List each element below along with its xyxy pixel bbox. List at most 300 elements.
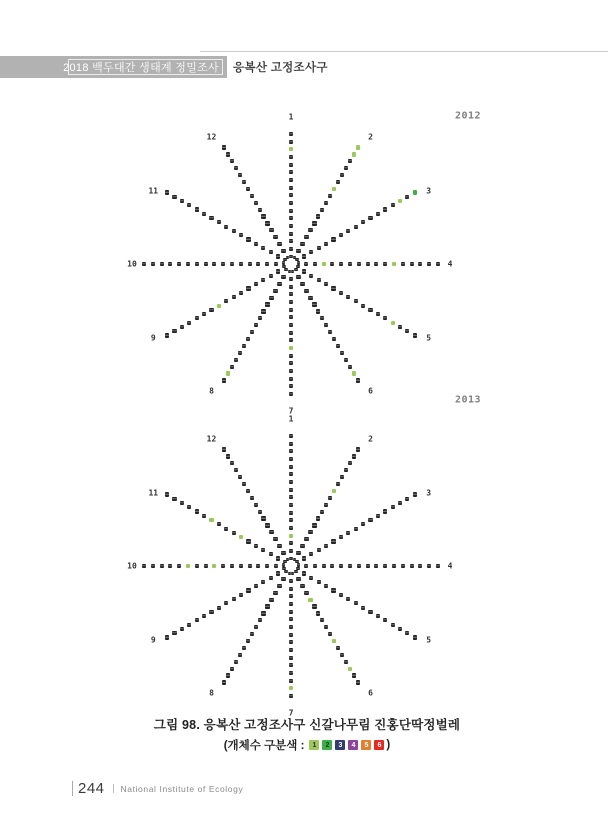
transect-dot-2013-s6-3: [308, 598, 312, 602]
transect-dot-2013-s12-6: [258, 510, 262, 514]
transect-dot-2012-s1-15: [289, 132, 293, 136]
transect-dot-2012-s9-0: [276, 269, 280, 273]
transect-dot-2012-s3-5: [339, 233, 343, 237]
transect-dot-2012-s9-9: [209, 308, 213, 312]
transect-dot-2012-s10-9: [195, 262, 199, 266]
transect-dot-2013-s8-3: [269, 598, 273, 602]
transect-dot-2013-s6-5: [316, 611, 320, 615]
transect-dot-2012-s8-10: [242, 344, 246, 348]
transect-dot-2013-s7-1: [289, 587, 293, 591]
transect-dot-2013-s11-4: [246, 539, 250, 543]
transect-dot-2012-s3-6: [346, 229, 350, 233]
transect-dot-2012-s12-14: [226, 152, 230, 156]
transect-dot-2012-s1-5: [289, 209, 293, 213]
transect-dot-2012-s6-7: [324, 323, 328, 327]
transect-dot-2013-s2-5: [316, 516, 320, 520]
transect-dot-2013-s7-14: [289, 686, 293, 690]
transect-dot-2012-s8-14: [226, 371, 230, 375]
spoke-label-2013-4: 4: [447, 561, 453, 571]
transect-dot-2013-s1-2: [289, 534, 293, 538]
transect-dot-2012-s11-0: [276, 254, 280, 258]
transect-dot-2013-s6-8: [328, 632, 332, 636]
spoke-label-2013-8: 8: [209, 688, 214, 698]
transect-dot-2012-s9-3: [254, 282, 258, 286]
transect-dot-2013-s8-15: [222, 680, 226, 684]
transect-dot-2012-s5-13: [398, 325, 402, 329]
transect-dot-2013-s10-2: [256, 564, 260, 568]
transect-dot-2012-s7-3: [289, 300, 293, 304]
transect-dot-2013-s1-9: [289, 480, 293, 484]
transect-dot-2012-s3-7: [354, 225, 358, 229]
transect-dot-2013-s12-15: [222, 447, 226, 451]
transect-dot-2012-s9-5: [239, 291, 243, 295]
transect-dot-2012-s6-8: [328, 330, 332, 334]
year-label-2013: 2013: [454, 394, 482, 406]
figure-legend: [0, 737, 614, 753]
transect-dot-2013-s5-12: [391, 623, 395, 627]
transect-dot-2012-s10-8: [204, 262, 208, 266]
transect-dot-2013-s11-15: [165, 492, 169, 496]
transect-dot-2012-s4-13: [418, 262, 422, 266]
transect-dot-2012-s1-9: [289, 178, 293, 182]
transect-dot-2012-s9-4: [246, 286, 250, 290]
page-number: 244: [78, 780, 105, 797]
transect-dot-2012-s9-13: [180, 325, 184, 329]
spoke-label-2012-11: 11: [148, 186, 159, 195]
center-ring-dot-2013: [291, 572, 294, 575]
transect-dot-2013-s10-1: [265, 564, 269, 568]
legend-square-4: 4: [348, 740, 358, 750]
transect-dot-2013-s5-5: [339, 593, 343, 597]
transect-dot-2012-s7-7: [289, 331, 293, 335]
transect-dot-2012-s5-1: [309, 274, 313, 278]
transect-dot-2012-s2-14: [352, 152, 356, 156]
transect-dot-2013-s2-11: [340, 475, 344, 479]
transect-dot-2012-s7-8: [289, 338, 293, 342]
transect-dot-2013-s12-5: [261, 516, 265, 520]
transect-dot-2012-s1-14: [289, 140, 293, 144]
spoke-label-2012-5: 5: [426, 333, 432, 342]
transect-dot-2013-s12-10: [242, 482, 246, 486]
transect-dot-2013-s4-12: [410, 564, 414, 568]
transect-dot-2012-s4-3: [330, 262, 334, 266]
transect-dot-2013-s2-0: [296, 551, 300, 555]
center-ring-dot-2012: [282, 265, 285, 268]
transect-dot-2013-s3-0: [302, 556, 306, 560]
transect-dot-2012-s12-0: [281, 249, 285, 253]
transect-dot-2012-s2-15: [356, 145, 360, 149]
transect-dot-2012-s6-2: [304, 289, 308, 293]
transect-dot-2012-s5-7: [354, 299, 358, 303]
transect-dot-2012-s6-4: [312, 302, 316, 306]
transect-dot-2013-s1-11: [289, 465, 293, 469]
transect-dot-2013-s9-9: [209, 610, 213, 614]
transect-dot-2012-s3-10: [376, 212, 380, 216]
transect-dot-2013-s12-7: [254, 503, 258, 507]
transect-dot-2012-s6-14: [352, 371, 356, 375]
transect-dot-2013-s12-3: [269, 530, 273, 534]
spoke-label-2013-11: 11: [148, 488, 159, 497]
transect-dot-2012-s6-13: [348, 365, 352, 369]
transect-dot-2012-s10-3: [248, 262, 252, 266]
transect-dot-2013-s1-12: [289, 457, 293, 461]
transect-dot-2012-s10-12: [168, 262, 172, 266]
transect-dot-2012-s6-3: [308, 296, 312, 300]
transect-dot-2013-s11-6: [232, 531, 236, 535]
spoke-label-2013-7: 7: [288, 708, 294, 718]
transect-dot-2012-s12-5: [261, 214, 265, 218]
header-section-title: 응복산 고정조사구: [233, 62, 328, 74]
transect-dot-2012-s2-12: [344, 166, 348, 170]
transect-dot-2012-s2-3: [308, 228, 312, 232]
transect-dot-2013-s11-12: [187, 505, 191, 509]
transect-dot-2012-s4-10: [392, 262, 396, 266]
transect-dot-2013-s5-13: [398, 627, 402, 631]
transect-dot-2013-s3-8: [361, 522, 365, 526]
transect-dot-2012-s9-12: [187, 321, 191, 325]
transect-dot-2012-s3-0: [302, 254, 306, 258]
transect-dot-2012-s11-4: [246, 237, 250, 241]
transect-dot-2013-s5-3: [324, 584, 328, 588]
transect-dot-2013-s10-13: [160, 564, 164, 568]
footer-separator: [113, 784, 114, 793]
transect-dot-2013-s11-14: [172, 497, 176, 501]
transect-dot-2013-s1-15: [289, 434, 293, 438]
transect-dot-2013-s10-15: [142, 564, 146, 568]
transect-dot-2012-s8-2: [273, 289, 277, 293]
transect-dot-2013-s7-4: [289, 610, 293, 614]
transect-dot-2012-s9-15: [165, 333, 169, 337]
transect-dot-2012-s2-6: [320, 208, 324, 212]
transect-dot-2013-s3-1: [309, 552, 313, 556]
transect-dot-2013-s4-15: [436, 564, 440, 568]
transect-dot-2013-s4-4: [339, 564, 343, 568]
transect-dot-2013-s9-3: [254, 584, 258, 588]
transect-dot-2012-s11-7: [224, 225, 228, 229]
transect-dot-2012-s7-6: [289, 323, 293, 327]
transect-dot-2013-s8-9: [246, 639, 250, 643]
transect-dot-2013-s2-13: [348, 461, 352, 465]
transect-dot-2013-s5-14: [405, 631, 409, 635]
transect-dot-2012-s7-14: [289, 384, 293, 388]
transect-dot-2012-s6-0: [296, 275, 300, 279]
transect-dot-2013-s6-9: [332, 639, 336, 643]
transect-dot-2012-s6-11: [340, 351, 344, 355]
transect-dot-2012-s8-5: [261, 309, 265, 313]
page-footer: [72, 780, 243, 797]
transect-dot-2013-s10-9: [195, 564, 199, 568]
transect-dot-2012-s2-11: [340, 173, 344, 177]
transect-dot-2013-s11-2: [261, 548, 265, 552]
transect-dot-2013-s6-12: [344, 660, 348, 664]
legend-square-1: 1: [309, 740, 319, 750]
transect-dot-2012-s3-14: [405, 195, 409, 199]
transect-dot-2013-s1-0: [289, 549, 293, 553]
transect-dot-2012-s11-8: [217, 220, 221, 224]
transect-dot-2013-s2-4: [312, 523, 316, 527]
transect-dot-2013-s10-0: [274, 564, 278, 568]
transect-dot-2013-s10-14: [151, 564, 155, 568]
transect-dot-2013-s1-4: [289, 518, 293, 522]
transect-dot-2013-s10-11: [177, 564, 181, 568]
transect-dot-2012-s11-2: [261, 246, 265, 250]
transect-dot-2013-s9-6: [232, 597, 236, 601]
spoke-label-2013-6: 6: [368, 688, 373, 698]
transect-dot-2012-s5-3: [324, 282, 328, 286]
transect-dot-2013-s9-12: [187, 623, 191, 627]
transect-dot-2013-s9-13: [180, 627, 184, 631]
transect-dot-2012-s2-8: [328, 194, 332, 198]
transect-dot-2013-s6-6: [320, 618, 324, 622]
transect-dot-2013-s1-3: [289, 526, 293, 530]
transect-dot-2012-s1-1: [289, 239, 293, 243]
transect-dot-2013-s8-0: [281, 577, 285, 581]
transect-dot-2012-s11-3: [254, 242, 258, 246]
transect-dot-2013-s2-15: [356, 447, 360, 451]
figure-caption-title: 그림 98. 응복산 고정조사구 신갈나무림 진홍단딱정벌레: [153, 718, 461, 732]
transect-dot-2012-s8-4: [265, 302, 269, 306]
spoke-label-2013-2: 2: [368, 434, 373, 444]
transect-dot-2013-s8-5: [261, 611, 265, 615]
transect-dot-2013-s12-2: [273, 537, 277, 541]
transect-dot-2013-s4-2: [322, 564, 326, 568]
transect-dot-2013-s1-5: [289, 511, 293, 515]
transect-dot-2012-s1-7: [289, 193, 293, 197]
transect-dot-2013-s5-0: [302, 571, 306, 575]
transect-dot-2013-s9-1: [269, 576, 273, 580]
center-ring-dot-2012: [284, 268, 287, 271]
transect-dot-2012-s2-4: [312, 221, 316, 225]
transect-dot-2012-s8-6: [258, 316, 262, 320]
transect-dot-2013-s9-7: [224, 601, 228, 605]
transect-dot-2013-s2-9: [332, 489, 336, 493]
transect-dot-2012-s12-10: [242, 180, 246, 184]
transect-dot-2012-s2-9: [332, 187, 336, 191]
transect-dot-2012-s8-0: [281, 275, 285, 279]
center-ring-dot-2012: [282, 261, 285, 264]
transect-dot-2013-s5-8: [361, 606, 365, 610]
transect-dot-2013-s9-2: [261, 580, 265, 584]
transect-dot-2013-s4-0: [304, 564, 308, 568]
transect-dot-2013-s3-14: [405, 497, 409, 501]
transect-dot-2012-s4-6: [357, 262, 361, 266]
transect-dot-2012-s9-6: [232, 295, 236, 299]
transect-dot-2012-s4-2: [322, 262, 326, 266]
transect-dot-2012-s5-8: [361, 304, 365, 308]
transect-dot-2013-s9-15: [165, 635, 169, 639]
transect-dot-2012-s3-3: [324, 242, 328, 246]
transect-dot-2013-s12-8: [250, 496, 254, 500]
transect-dot-2013-s7-6: [289, 625, 293, 629]
transect-dot-2012-s7-0: [289, 277, 293, 281]
transect-dot-2013-s3-15: [413, 492, 417, 496]
transect-dot-2012-s5-10: [376, 312, 380, 316]
transect-dot-2012-s12-1: [277, 242, 281, 246]
transect-dot-2012-s6-12: [344, 358, 348, 362]
transect-dot-2013-s5-10: [376, 614, 380, 618]
transect-dot-2012-s3-2: [317, 246, 321, 250]
transect-dot-2012-s10-15: [142, 262, 146, 266]
transect-dot-2013-s10-10: [186, 564, 190, 568]
transect-dot-2012-s2-2: [304, 235, 308, 239]
transect-dot-2012-s4-0: [304, 262, 308, 266]
transect-dot-2012-s12-9: [246, 187, 250, 191]
transect-dot-2013-s11-8: [217, 522, 221, 526]
transect-dot-2013-s2-3: [308, 530, 312, 534]
center-ring-dot-2013: [288, 572, 291, 575]
transect-dot-2013-s9-11: [195, 618, 199, 622]
transect-dot-2012-s11-9: [209, 216, 213, 220]
transect-dot-2013-s11-3: [254, 544, 258, 548]
transect-dot-2013-s6-11: [340, 653, 344, 657]
transect-dot-2013-s5-6: [346, 597, 350, 601]
transect-dot-2013-s5-4: [331, 588, 335, 592]
transect-dot-2013-s3-3: [324, 544, 328, 548]
transect-dot-2013-s3-2: [317, 548, 321, 552]
header-series-title: 2018 백두대간 생태계 정밀조사: [63, 62, 219, 74]
transect-dot-2013-s4-11: [401, 564, 405, 568]
transect-dot-2012-s7-1: [289, 285, 293, 289]
spoke-label-2012-4: 4: [447, 259, 453, 269]
transect-dot-2012-s1-12: [289, 155, 293, 159]
transect-dot-2013-s9-14: [172, 631, 176, 635]
transect-dot-2013-s8-10: [242, 646, 246, 650]
transect-dot-2012-s11-15: [165, 190, 169, 194]
transect-dot-2012-s1-2: [289, 232, 293, 236]
transect-dot-2012-s2-7: [324, 201, 328, 205]
transect-dot-2013-s7-10: [289, 656, 293, 660]
transect-dot-2013-s4-3: [330, 564, 334, 568]
transect-dot-2012-s4-1: [313, 262, 317, 266]
year-label-2012: 2012: [454, 110, 482, 122]
transect-dot-2012-s7-15: [289, 392, 293, 396]
transect-dot-2013-s1-1: [289, 541, 293, 545]
transect-dot-2013-s11-11: [195, 509, 199, 513]
transect-dot-2012-s12-13: [230, 159, 234, 163]
transect-dot-2012-s10-6: [221, 262, 225, 266]
transect-dot-2013-s9-0: [276, 571, 280, 575]
transect-dot-2012-s8-13: [230, 365, 234, 369]
transect-dot-2013-s4-13: [418, 564, 422, 568]
transect-dot-2013-s6-10: [336, 646, 340, 650]
transect-dot-2012-s11-10: [202, 212, 206, 216]
transect-dot-2013-s12-1: [277, 544, 281, 548]
transect-dot-2013-s12-9: [246, 489, 250, 493]
transect-dot-2012-s3-8: [361, 220, 365, 224]
transect-dot-2012-s5-2: [317, 278, 321, 282]
transect-dot-2012-s7-5: [289, 315, 293, 319]
transect-dot-2013-s4-1: [313, 564, 317, 568]
transect-dot-2013-s2-7: [324, 503, 328, 507]
transect-dot-2013-s5-11: [383, 618, 387, 622]
center-ring-dot-2012: [294, 268, 297, 271]
transect-dot-2012-s4-9: [383, 262, 387, 266]
transect-dot-2013-s7-5: [289, 617, 293, 621]
transect-dot-2013-s9-10: [202, 614, 206, 618]
transect-dot-2012-s3-4: [331, 237, 335, 241]
transect-dot-2012-s8-11: [238, 351, 242, 355]
transect-dot-2012-s1-4: [289, 216, 293, 220]
transect-dot-2013-s4-8: [374, 564, 378, 568]
transect-dot-2012-s9-2: [261, 278, 265, 282]
spoke-label-2012-7: 7: [288, 406, 294, 416]
spoke-label-2012-3: 3: [426, 186, 432, 195]
transect-dot-2013-s11-1: [269, 552, 273, 556]
transect-dot-2013-s11-10: [202, 514, 206, 518]
spoke-label-2012-9: 9: [150, 333, 156, 342]
center-ring-dot-2012: [286, 256, 289, 259]
transect-dot-2013-s7-12: [289, 671, 293, 675]
transect-dot-2012-s1-11: [289, 163, 293, 167]
transect-dot-2012-s5-14: [405, 329, 409, 333]
transect-dot-2012-s4-7: [366, 262, 370, 266]
center-ring-dot-2013: [282, 563, 285, 566]
transect-dot-2012-s5-0: [302, 269, 306, 273]
transect-dot-2012-s2-13: [348, 159, 352, 163]
transect-dot-2012-s10-10: [186, 262, 190, 266]
transect-dot-2013-s7-7: [289, 633, 293, 637]
transect-dot-2013-s4-6: [357, 564, 361, 568]
transect-dot-2012-s10-4: [239, 262, 243, 266]
transect-dot-2013-s7-2: [289, 594, 293, 598]
transect-dot-2012-s1-10: [289, 170, 293, 174]
legend-square-5: 5: [361, 740, 371, 750]
spoke-label-2013-12: 12: [206, 434, 217, 444]
transect-dot-2012-s11-1: [269, 250, 273, 254]
transect-dot-2013-s3-6: [346, 531, 350, 535]
transect-dot-2013-s9-8: [217, 606, 221, 610]
transect-dot-2012-s11-13: [180, 199, 184, 203]
transect-dot-2012-s5-4: [331, 286, 335, 290]
transect-dot-2013-s6-1: [300, 584, 304, 588]
transect-dot-2012-s2-0: [296, 249, 300, 253]
spoke-label-2012-10: 10: [127, 259, 137, 269]
transect-dot-2013-s12-12: [234, 468, 238, 472]
spoke-label-2013-9: 9: [150, 635, 156, 644]
center-ring-dot-2013: [284, 570, 287, 573]
transect-dot-2012-s6-9: [332, 337, 336, 341]
transect-dot-2012-s4-4: [339, 262, 343, 266]
transect-dot-2012-s7-9: [289, 346, 293, 350]
transect-dot-2013-s3-7: [354, 527, 358, 531]
transect-dot-2012-s12-6: [258, 208, 262, 212]
transect-dot-2013-s6-14: [352, 673, 356, 677]
transect-dot-2013-s8-12: [234, 660, 238, 664]
transect-dot-2012-s3-11: [383, 207, 387, 211]
legend-suffix: ): [386, 739, 391, 751]
transect-dot-2012-s10-0: [274, 262, 278, 266]
transect-dot-2012-s2-1: [300, 242, 304, 246]
transect-dot-2013-s8-4: [265, 604, 269, 608]
transect-dot-2013-s9-5: [239, 593, 243, 597]
transect-dot-2013-s4-7: [366, 564, 370, 568]
transect-dot-2013-s4-14: [427, 564, 431, 568]
footer-tick: [72, 781, 73, 796]
transect-dot-2013-s4-9: [383, 564, 387, 568]
transect-dot-2013-s5-9: [368, 610, 372, 614]
transect-dot-2012-s12-11: [238, 173, 242, 177]
transect-dot-2012-s10-7: [212, 262, 216, 266]
transect-dot-2013-s10-8: [204, 564, 208, 568]
center-ring-dot-2012: [288, 270, 291, 273]
transect-dot-2013-s1-14: [289, 442, 293, 446]
transect-dot-2013-s2-10: [336, 482, 340, 486]
transect-dot-2013-s4-5: [348, 564, 352, 568]
transect-dot-2012-s9-8: [217, 304, 221, 308]
transect-dot-2012-s12-8: [250, 194, 254, 198]
transect-dot-2012-s8-12: [234, 358, 238, 362]
transect-dot-2012-s9-7: [224, 299, 228, 303]
